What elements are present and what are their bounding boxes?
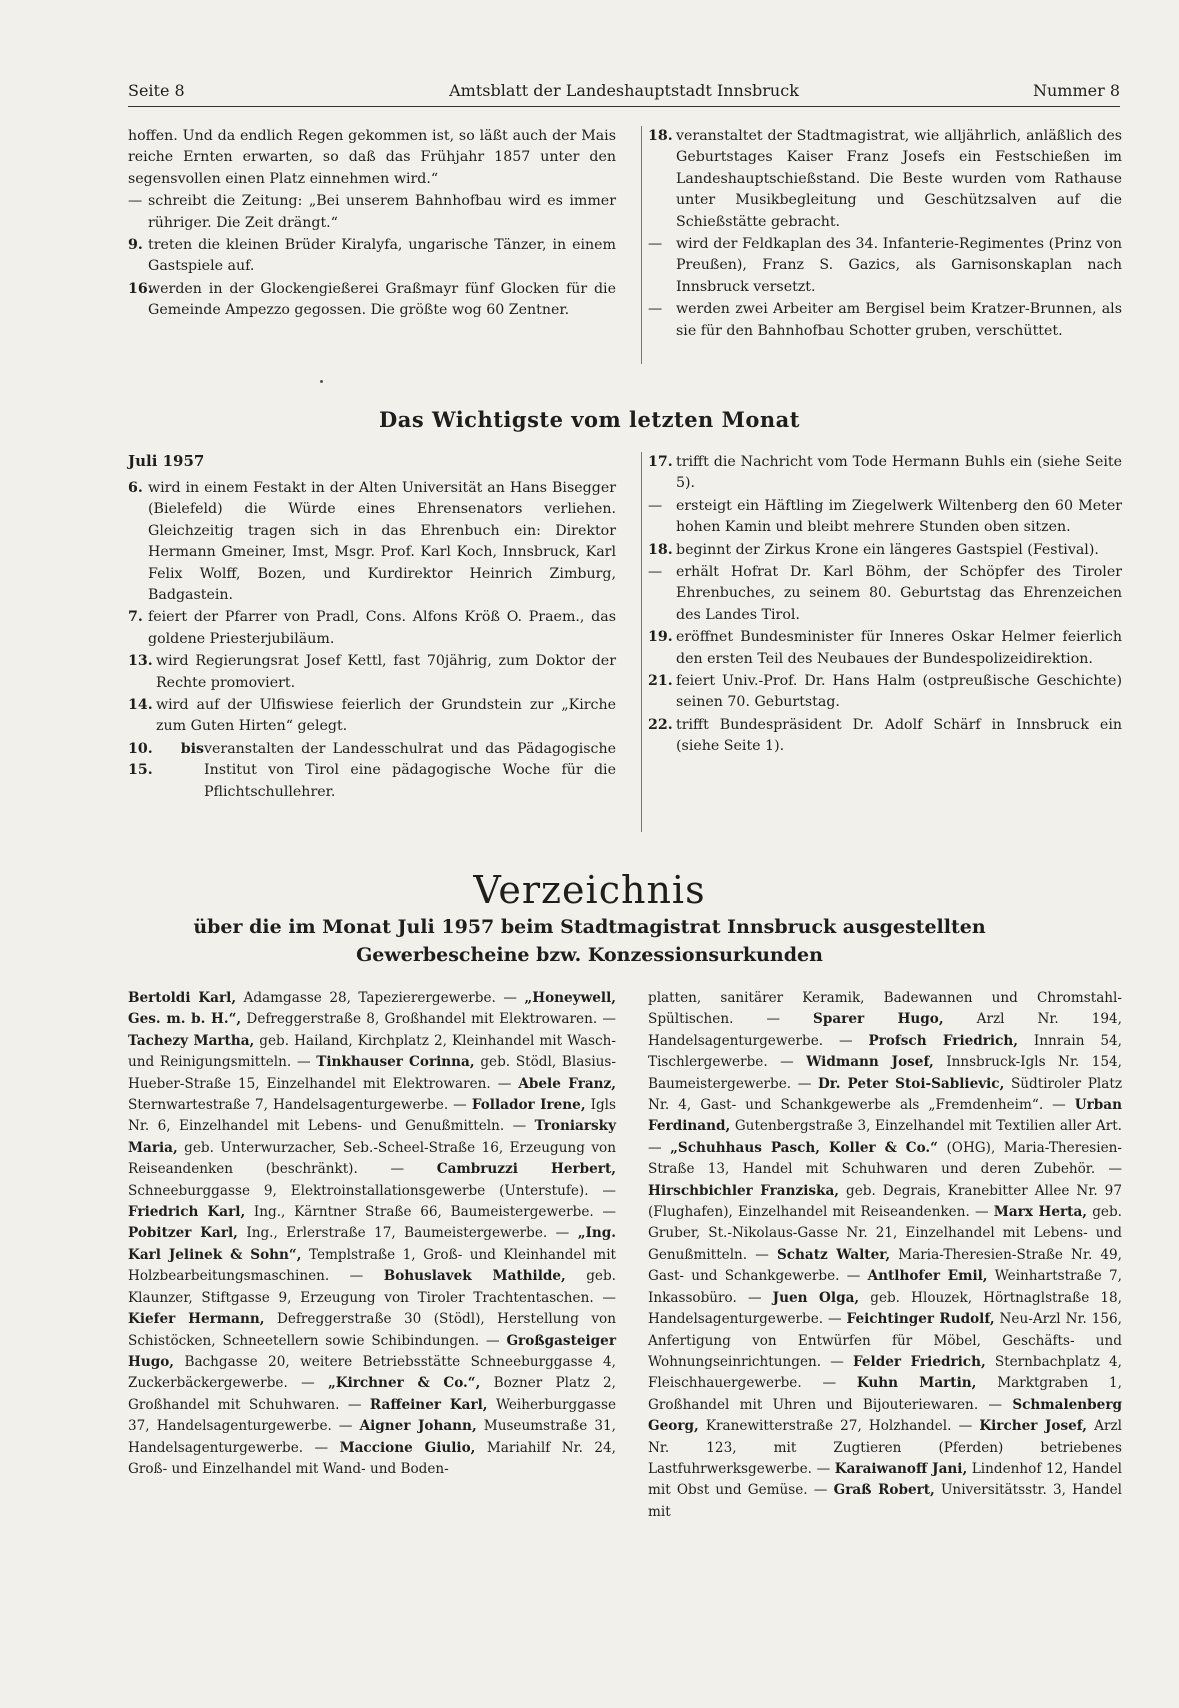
register-entry-text: geb. Klaunzer, Stiftgasse 9, Erzeugung von Tiroler Trachtentaschen. — <box>128 1268 616 1306</box>
entry-day: — <box>648 301 663 318</box>
register-entry-text: Igls Nr. 6, Einzelhandel mit Lebens- und Genußmitteln. — <box>128 1097 617 1135</box>
register-entry-name: Cambruzzi Herbert, <box>436 1161 616 1178</box>
register-entry-name: Schmalenberg Georg, <box>648 1396 1122 1435</box>
register-entry-name: Marx Herta, <box>993 1204 1088 1221</box>
entry-text: beginnt der Zirkus Krone ein längeres Gastspiel (Festival). <box>676 541 1099 558</box>
entry-text: schreibt die Zeitung: „Bei unserem Bahnhofbau wird es immer rühriger. Die Zeit drängt.“ <box>148 193 616 231</box>
entry-day: — <box>648 236 663 253</box>
entry-text: ersteigt ein Häftling im Ziegelwerk Wiltenberg den 60 Meter hohen Kamin und bleibt mehrere Stunden oben sitzen. <box>676 497 1122 536</box>
register-entry-name: Juen Olga, <box>772 1289 860 1306</box>
register-entry-name: „Kirchner & Co.“, <box>327 1375 481 1392</box>
entry-text: treten die kleinen Brüder Kiralyfa, ungarische Tänzer, in einem Gastspiele auf. <box>148 237 616 275</box>
register-entry-name: Großgasteiger Hugo, <box>128 1332 616 1370</box>
register-entry-name: Felder Friedrich, <box>852 1353 986 1370</box>
register-entry-text: Ing., Kärntner Straße 66, Baumeistergewerbe. — <box>245 1204 616 1221</box>
register-entry-name: Profsch Friedrich, <box>868 1032 1018 1049</box>
register-entry-name: Troniarsky Maria, <box>128 1118 616 1156</box>
register-entry-text: Südtiroler Platz Nr. 4, Gast- und Schankgewerbe als „Fremdenheim“. — <box>648 1075 1122 1114</box>
register-entry-name: Karaiwanoff Jani, <box>834 1460 968 1477</box>
register-entry-text: Maria-Theresien-Straße Nr. 49, Gast- und Schankgewerbe. — <box>648 1246 1123 1285</box>
entry-text: wird Regierungsrat Josef Kettl, fast 70jährig, zum Doktor der Rechte promoviert. <box>156 653 616 691</box>
register-entry-name: Maccione Giulio, <box>339 1439 476 1456</box>
register-entry-text: geb. Stödl, Blasius-Hueber-Straße 15, Einzelhandel mit Elektrowaren. — <box>128 1054 616 1092</box>
entry-day: 19. <box>648 629 673 646</box>
register-entry-name: Kircher Josef, <box>979 1418 1088 1435</box>
register-entry-text: Defreggerstraße 30 (Stödl), Herstellung von Schistöcken, Schneetellern sowie Schibindungen. — <box>128 1311 616 1349</box>
register-entry-text: geb. Gruber, St.-Nikolaus-Gasse Nr. 21, Einzelhandel mit Lebens- und Genußmitteln. — <box>648 1204 1122 1263</box>
chronicle-entry <box>648 540 1122 561</box>
register-entry-name: Tachezy Martha, <box>128 1032 255 1049</box>
register-left-column <box>128 988 616 1480</box>
register-entry-text: Kranewitterstraße 27, Holzhandel. — <box>698 1418 980 1435</box>
entry-text: wird der Feldkaplan des 34. Infanterie-Regimentes (Prinz von Preußen), Franz S. Gazics, als Garnisonskaplan nach Innsbruck versetzt. <box>676 236 1122 295</box>
register-title: Verzeichnis <box>473 868 706 912</box>
register-entry-text: geb. Unterwurzacher, Seb.-Scheel-Straße 16, Erzeugung von Reiseandenken (beschränkt). — <box>128 1139 616 1178</box>
register-entry <box>648 1140 1122 1177</box>
register-subtitle: über die im Monat Juli 1957 beim Stadtmagistrat Innsbruck ausgestellten <box>193 916 986 938</box>
month-label: Juli 1957 <box>128 452 205 470</box>
register-entry-text: Adamgasse 28, Tapezierergewerbe. — <box>236 990 525 1006</box>
register-entry-text: Innrain 54, Tischlergewerbe. — <box>648 1032 1122 1071</box>
chronicle-entry <box>648 627 1122 670</box>
top-left-column <box>128 126 616 323</box>
entry-day: 14. <box>128 697 153 714</box>
header-rule <box>128 106 1120 107</box>
publication-title: Amtsblatt der Landeshauptstadt Innsbruck <box>449 81 799 100</box>
chronicle-entry <box>648 496 1122 539</box>
chronicle-entry <box>128 191 616 234</box>
register-entry-text: Innsbruck-Igls Nr. 154, Baumeistergewerbe. — <box>648 1054 1122 1092</box>
register-entry-text: geb. Hlouzek, Hörtnaglstraße 18, Handelsagenturgewerbe. — <box>648 1289 1122 1328</box>
entry-day: — <box>648 497 663 514</box>
register-entry-name: Feichtinger Rudolf, <box>846 1311 995 1328</box>
entry-text: werden in der Glockengießerei Graßmayr fünf Glocken für die Gemeinde Ampezzo gegossen. Die größte wog 60 Zentner. <box>148 280 616 319</box>
entry-day: 17. <box>648 454 673 470</box>
register-entry-text: Arzl Nr. 194, Handelsagenturgewerbe. — <box>648 1011 1122 1049</box>
entry-day: — <box>648 564 663 581</box>
register-entry-name: Pobitzer Karl, <box>128 1225 238 1242</box>
page-number: Seite 8 <box>128 81 185 100</box>
register-entry-text: Neu-Arzl Nr. 156, Anfertigung von Entwürfen für Möbel, Geschäfts- und Wohnungseinrichtungen. — <box>648 1311 1122 1370</box>
register-entry-text: platten, sanitärer Keramik, Badewannen und Chromstahl-Spültischen. — <box>648 990 1122 1028</box>
entry-day: 16. <box>128 280 153 297</box>
entry-day: 21. <box>648 673 673 690</box>
top-right-column <box>648 126 1122 343</box>
chronicle-entry <box>128 478 616 606</box>
chronicle-entry <box>128 607 616 650</box>
register-entry-text: Templstraße 1, Groß- und Kleinhandel mit Holzbearbeitungsmaschinen. — <box>128 1246 617 1285</box>
register-entry-text: Universitätsstr. 3, Handel mit <box>648 1482 1122 1520</box>
register-entry-text: Mariahilf Nr. 24, Groß- und Einzelhandel mit Wand- und Boden- <box>128 1439 616 1477</box>
register-entry-text: Arzl Nr. 123, mit Zugtieren (Pferden) betriebenes Lastfuhrwerksgewerbe. — <box>648 1418 1122 1477</box>
column-divider <box>641 126 642 364</box>
register-entry-name: „Honeywell, Ges. m. b. H.“, <box>128 990 616 1028</box>
register-entry-text: Gutenbergstraße 3, Einzelhandel mit Textilien aller Art. — <box>648 1118 1122 1156</box>
register-entry-name: Graß Robert, <box>833 1482 935 1499</box>
chronicle-entry <box>648 126 1122 233</box>
entry-day: 18. <box>648 541 673 558</box>
entry-text: veranstalten der Landesschulrat und das Pädagogische Institut von Tirol eine pädagogische Woche für die Pflichtschullehrer. <box>204 740 616 800</box>
chronicle-entry <box>648 671 1122 714</box>
entry-text: erhält Hofrat Dr. Karl Böhm, der Schöpfer des Tiroler Ehrenbuches, zu seinem 80. Geburtstag das Ehrenzeichen des Landes Tirol. <box>676 564 1122 623</box>
register-entry-name: Abele Franz, <box>518 1075 616 1092</box>
section-title: Das Wichtigste vom letzten Monat <box>379 407 800 432</box>
issue-number: Nummer 8 <box>1032 81 1120 100</box>
register-entry-name: „Schuhhaus Pasch, Koller & Co.“ <box>670 1139 938 1156</box>
register-entry-name: Antlhofer Emil, <box>867 1268 988 1285</box>
entry-text: wird in einem Festakt in der Alten Universität an Hans Bisegger (Bielefeld) die Würde eines Ehrensenators verliehen. Gleichzeitig tragen sich in das Ehrenbuch ein: Direktor Hermann Gmeiner, Imst, Msgr. Prof. Karl Koch, Innsbruck, Karl Felix Wolff, Bozen, und Kurdirektor Heinrich Zimburg, Badgastein. <box>148 480 616 604</box>
register-entry-name: Aigner Johann, <box>359 1418 477 1435</box>
register-entry <box>128 1204 616 1220</box>
chronicle-entry <box>648 715 1122 758</box>
register-entry-text: Schneeburggasse 9, Elektroinstallationsgewerbe (Unterstufe). — <box>128 1182 616 1199</box>
register-entry-text: (OHG), Maria-Theresien-Straße 13, Handel mit Schuhwaren und deren Zubehör. — <box>648 1139 1122 1178</box>
entry-day: 6. <box>128 480 143 496</box>
register-entry <box>128 1225 578 1241</box>
register-entry-text: Sternbachplatz 4, Fleischhauergewerbe. — <box>648 1353 1122 1392</box>
register-entry-text: Sternwartestraße 7, Handelsagenturgewerbe. — <box>128 1097 472 1114</box>
register-entry-name: Bohuslavek Mathilde, <box>383 1268 566 1285</box>
entry-text: wird auf der Ulfiswiese feierlich der Grundstein zur „Kirche zum Guten Hirten“ gelegt. <box>156 697 616 735</box>
entry-day: 22. <box>648 716 673 733</box>
register-entry-name: Hirschbichler Franziska, <box>648 1182 839 1199</box>
page-header <box>128 80 1120 102</box>
register-right-column <box>648 988 1122 1523</box>
register-entry-text: Defreggerstraße 8, Großhandel mit Elektrowaren. — <box>241 1011 617 1028</box>
print-speck <box>320 380 323 383</box>
register-entry-name: Friedrich Karl, <box>128 1204 246 1221</box>
entry-text: trifft die Nachricht vom Tode Hermann Buhls ein (siehe Seite 5). <box>676 454 1122 492</box>
register-entry-text: Lindenhof 12, Handel mit Obst und Gemüse. — <box>648 1460 1122 1499</box>
register-entry-name: Raffeiner Karl, <box>369 1396 488 1413</box>
chronicle-entry <box>128 235 616 278</box>
chronicle-entry <box>648 452 1122 495</box>
register-entry-text: Bozner Platz 2, Großhandel mit Schuhwaren. — <box>128 1375 616 1413</box>
register-entry-name: Dr. Peter Stoi-Sablievic, <box>818 1075 1005 1092</box>
entry-text: feiert Univ.-Prof. Dr. Hans Halm (ostpreußische Geschichte) seinen 70. Geburtstag. <box>676 673 1122 711</box>
chronicle-entry <box>128 739 616 803</box>
register-entry-name: Tinkhauser Corinna, <box>316 1054 475 1071</box>
register-entry-text: geb. Hailand, Kirchplatz 2, Kleinhandel mit Wasch- und Reinigungsmitteln. — <box>128 1032 616 1071</box>
register-entry-name: Widmann Josef, <box>806 1054 934 1071</box>
entry-text: veranstaltet der Stadtmagistrat, wie alljährlich, anläßlich des Geburtstages Kaiser Franz Josefs ein Festschießen im Landeshauptschießstand. Die Beste wurden vom Rathause unter Musikbegleitung und Geschützsalven auf die Schießstätte gebracht. <box>676 128 1122 230</box>
register-entry-name: Kuhn Martin, <box>856 1375 977 1392</box>
register-subtitle-2: Gewerbescheine bzw. Konzessionsurkunden <box>356 944 823 966</box>
register-entry-text: Marktgraben 1, Großhandel mit Uhren und Bijouteriewaren. — <box>648 1375 1123 1413</box>
entry-text: werden zwei Arbeiter am Bergisel beim Kratzer-Brunnen, als sie für den Bahnhofbau Schotter gruben, verschüttet. <box>676 301 1122 339</box>
register-entry-text: Bachgasse 20, weitere Betriebsstätte Schneeburggasse 4, Zuckerbäckergewerbe. — <box>128 1353 616 1392</box>
mid-left-column <box>128 478 616 804</box>
entry-text: eröffnet Bundesminister für Inneres Oskar Helmer feierlich den ersten Teil des Neubaues der Bundespolizeidirektion. <box>676 629 1122 667</box>
entry-text: trifft Bundespräsident Dr. Adolf Schärf in Innsbruck ein (siehe Seite 1). <box>676 716 1122 755</box>
register-entry-name: Urban Ferdinand, <box>648 1097 1122 1135</box>
register-entry-name: Sparer Hugo, <box>813 1011 944 1028</box>
entry-day: — <box>128 193 143 210</box>
register-entry-name: „Ing. Karl Jelinek & Sohn“, <box>128 1225 616 1263</box>
register-entry-text: Ing., Erlerstraße 17, Baumeistergewerbe. — <box>237 1225 578 1242</box>
intro-paragraph: hoffen. Und da endlich Regen gekommen ist, so läßt auch der Mais reiche Ernten erwarten, so daß das Frühjahr 1857 unter den segensvollen einen Platz einnehmen wird.“ <box>128 128 616 187</box>
register-entry-name: Bertoldi Karl, <box>128 990 237 1006</box>
entry-day: 18. <box>648 128 673 144</box>
entry-text: feiert der Pfarrer von Pradl, Cons. Alfons Kröß O. Praem., das goldene Priesterjubiläum. <box>148 609 616 647</box>
entry-day: 9. <box>128 237 143 254</box>
register-entry-name: Follador Irene, <box>471 1097 586 1114</box>
chronicle-entry <box>128 279 616 322</box>
chronicle-entry <box>648 562 1122 626</box>
register-entry-text: geb. Degrais, Kranebitter Allee Nr. 97 (Flughafen), Einzelhandel mit Reiseandenken. — <box>648 1182 1122 1221</box>
entry-day: 13. <box>128 653 153 670</box>
register-entry-name: Kiefer Hermann, <box>128 1311 265 1328</box>
register-entry-text: Weinhartstraße 7, Inkassobüro. — <box>648 1268 1122 1306</box>
chronicle-entry <box>128 651 616 694</box>
register-entry-name: Schatz Walter, <box>776 1246 891 1263</box>
chronicle-entry <box>648 234 1122 298</box>
entry-day: 10. bis 15. <box>128 740 204 779</box>
register-entry <box>128 990 524 1006</box>
chronicle-entry <box>128 695 616 738</box>
register-entry-text: Weiherburggasse 37, Handelsagenturgewerbe. — <box>128 1396 616 1435</box>
chronicle-entry <box>648 299 1122 342</box>
register-entry-text: Museumstraße 31, Handelsagenturgewerbe. — <box>128 1418 616 1456</box>
mid-right-column <box>648 452 1122 759</box>
column-divider <box>641 452 642 832</box>
entry-day: 7. <box>128 609 143 626</box>
